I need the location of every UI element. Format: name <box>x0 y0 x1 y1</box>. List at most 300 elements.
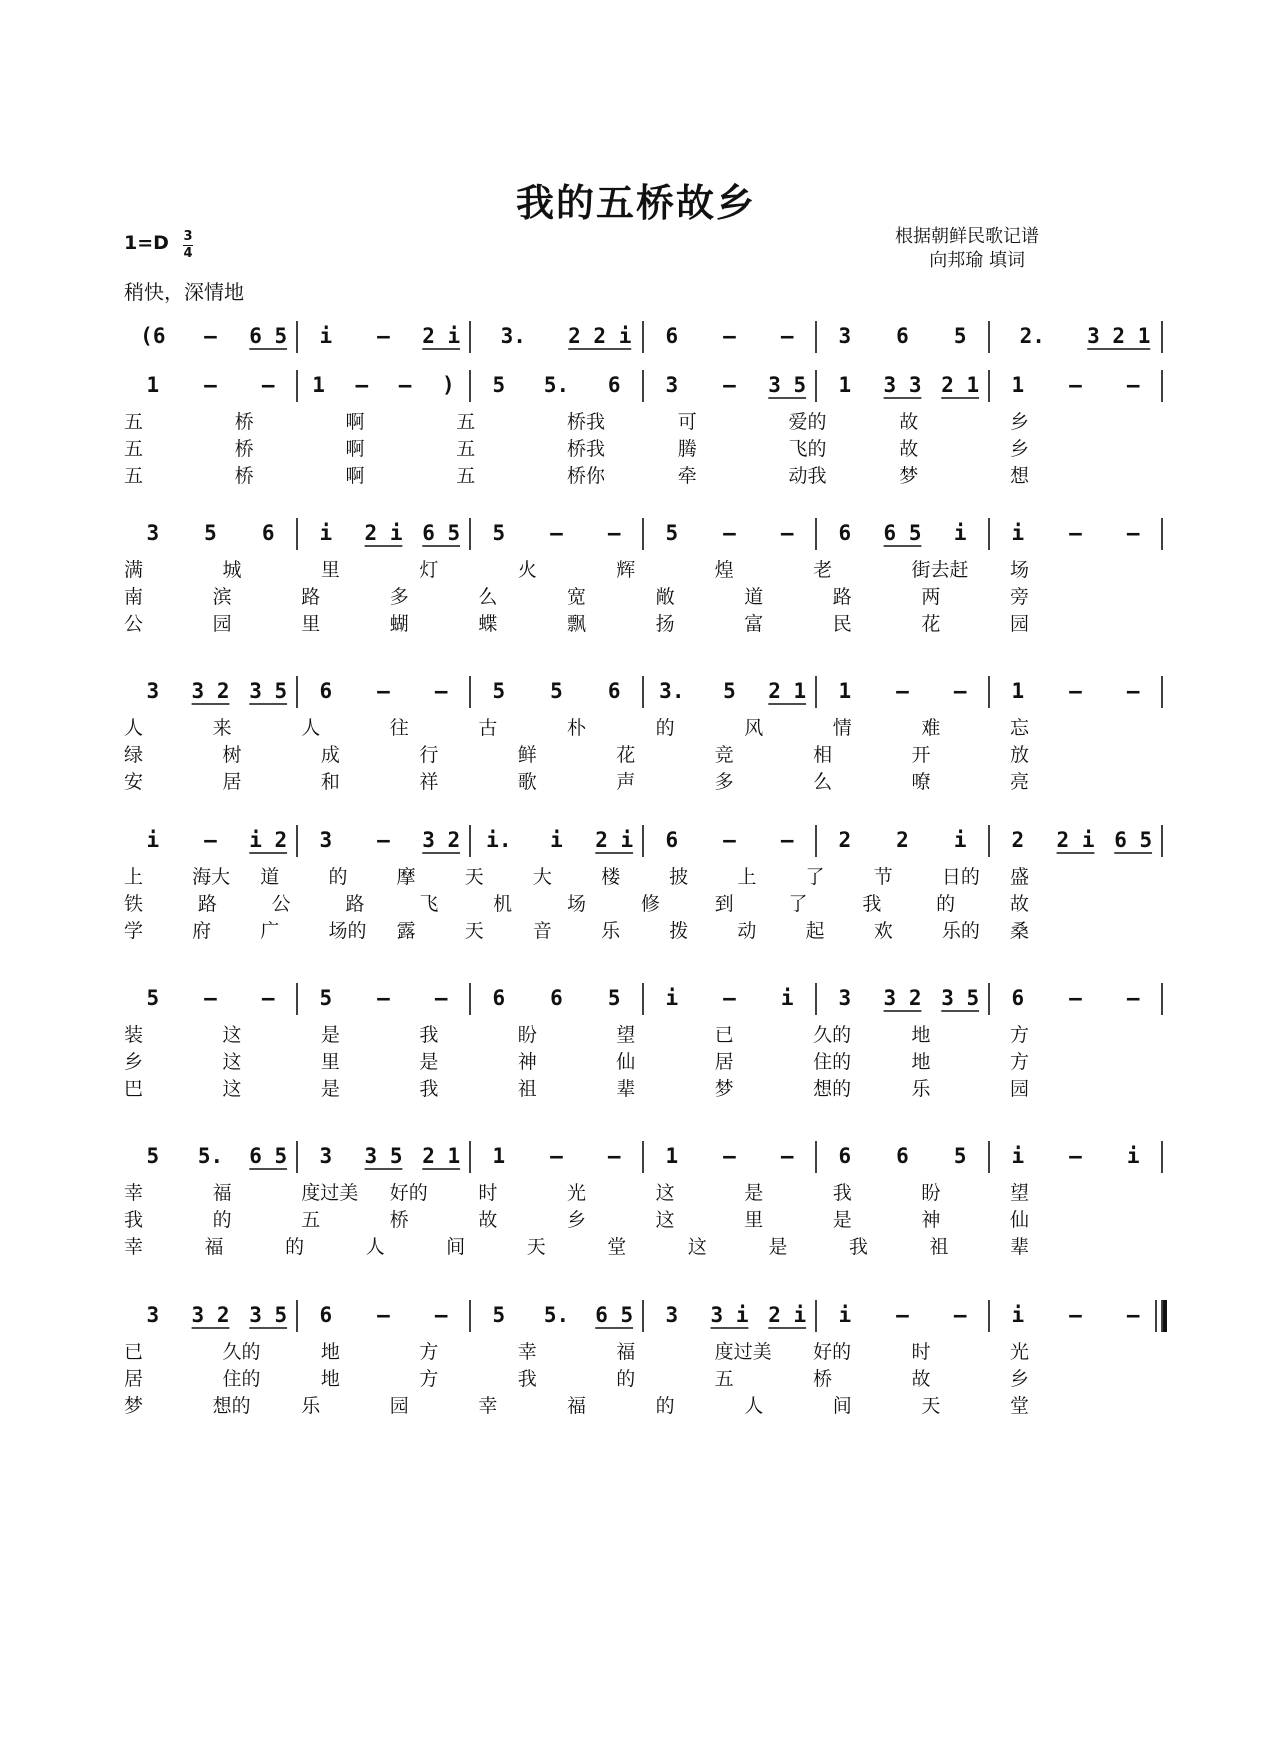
note: 3. <box>500 324 526 348</box>
lyric-syllable: 祥 <box>419 771 439 793</box>
note: 6 <box>838 521 852 545</box>
note: 6 5 <box>883 521 922 545</box>
lyric-syllable: 富 <box>744 613 764 635</box>
lyric-syllable: 蝶 <box>478 613 498 635</box>
lyric-syllable: 乐 <box>911 1078 931 1100</box>
lyric-syllable: 居 <box>222 771 242 793</box>
note: – <box>607 521 621 545</box>
note: 2 <box>838 828 852 852</box>
lyric-syllable: 五 <box>124 465 144 487</box>
lyric-syllable: 我 <box>848 1236 868 1258</box>
note: 6 5 <box>249 324 288 348</box>
note: 3 <box>146 521 160 545</box>
lyric-syllable: 祖 <box>929 1236 949 1258</box>
lyric-syllable: 满 <box>124 559 144 581</box>
note: 3 2 <box>422 828 461 852</box>
note: 3 5 <box>249 1303 288 1327</box>
note: i. <box>486 828 512 852</box>
lyric-syllable: 桑 <box>1010 920 1030 942</box>
lyric-syllable: 辈 <box>1010 1236 1030 1258</box>
lyric-syllable: 好的 <box>389 1182 428 1204</box>
note: – <box>434 679 448 703</box>
lyric-syllable: 来 <box>212 717 232 739</box>
note: – <box>434 1303 448 1327</box>
note: 5 <box>953 1144 967 1168</box>
note: 5. <box>543 1303 570 1327</box>
note: – <box>1069 986 1082 1010</box>
lyric-syllable: 的 <box>616 1368 636 1390</box>
lyric-syllable: 老 <box>813 559 833 581</box>
note: 3 <box>146 1303 160 1327</box>
lyric-syllable: 想的 <box>212 1395 251 1417</box>
lyric-syllable: 天 <box>464 866 484 888</box>
note: 5 <box>723 679 736 703</box>
lyric-syllable: 敞 <box>655 586 675 608</box>
lyric-syllable: 街去赶 <box>911 559 969 581</box>
note: i 2 <box>249 828 288 852</box>
lyric-syllable: 修 <box>640 893 660 915</box>
lyric-syllable: 盼 <box>517 1024 537 1046</box>
lyric-syllable: 道 <box>260 866 280 888</box>
lyric-syllable: 滨 <box>212 586 232 608</box>
note: – <box>1126 373 1140 397</box>
lyric-syllable: 居 <box>124 1368 144 1390</box>
lyric-syllable: 嘹 <box>911 771 931 793</box>
lyric-syllable: 了 <box>788 893 808 915</box>
note: – <box>377 828 390 852</box>
note: – <box>355 373 369 397</box>
note: 3 <box>146 679 160 703</box>
lyric-syllable: 这 <box>687 1236 707 1258</box>
lyric-syllable: 里 <box>320 1051 340 1073</box>
lyric-syllable: 这 <box>222 1051 242 1073</box>
lyric-syllable: 腾 <box>677 438 697 460</box>
lyric-syllable: 啊 <box>345 411 365 433</box>
score-title: 我的五桥故乡 <box>515 180 756 225</box>
lyric-syllable: 上 <box>737 866 757 888</box>
lyric-syllable: 地 <box>911 1024 931 1046</box>
note: 2 1 <box>768 679 807 703</box>
note: – <box>780 521 794 545</box>
note: – <box>434 986 448 1010</box>
lyric-syllable: 这 <box>655 1182 675 1204</box>
note: i <box>146 828 160 852</box>
time-signature-bottom: 4 <box>183 246 193 261</box>
note: 3 2 <box>191 679 230 703</box>
lyric-syllable: 五 <box>714 1368 734 1390</box>
lyric-syllable: 地 <box>320 1341 340 1363</box>
lyric-syllable: 多 <box>714 771 734 793</box>
lyric-syllable: 灯 <box>419 559 439 581</box>
lyric-syllable: 情 <box>832 717 852 739</box>
note: – <box>723 1144 736 1168</box>
lyric-syllable: 辈 <box>616 1078 636 1100</box>
lyric-syllable: 方 <box>419 1368 439 1390</box>
lyric-syllable: 了 <box>805 866 825 888</box>
lyric-syllable: 我 <box>419 1078 439 1100</box>
lyric-syllable: 人 <box>301 717 321 739</box>
lyric-syllable: 幸 <box>124 1182 144 1204</box>
lyric-syllable: 的 <box>655 717 675 739</box>
lyric-syllable: 路 <box>197 893 217 915</box>
note: i <box>1126 1144 1140 1168</box>
note: 3 5 <box>768 373 807 397</box>
note: – <box>1126 521 1140 545</box>
lyric-syllable: 么 <box>478 586 498 608</box>
lyric-syllable: 想的 <box>813 1078 852 1100</box>
lyric-syllable: 火 <box>517 559 537 581</box>
lyric-syllable: 乡 <box>1010 411 1030 433</box>
note: 6 <box>665 324 679 348</box>
lyric-syllable: 音 <box>532 920 552 942</box>
lyric-syllable: 时 <box>478 1182 498 1204</box>
note: 5 <box>492 679 506 703</box>
note: – <box>377 324 390 348</box>
lyric-syllable: 这 <box>222 1078 242 1100</box>
note: – <box>723 324 736 348</box>
lyric-syllable: 鲜 <box>517 744 537 766</box>
note: i <box>1011 1303 1025 1327</box>
note: 5 <box>550 679 563 703</box>
lyric-syllable: 路 <box>345 893 365 915</box>
lyric-syllable: 久的 <box>813 1024 852 1046</box>
lyricist-credit: 向邦瑜 填词 <box>929 250 1025 271</box>
note: 6 <box>896 1144 909 1168</box>
note: 1 <box>146 373 160 397</box>
lyric-syllable: 是 <box>320 1024 340 1046</box>
note: 2 2 i <box>568 324 632 348</box>
lyric-syllable: 行 <box>419 744 439 766</box>
note: 6 <box>896 324 909 348</box>
note: – <box>377 1303 390 1327</box>
lyric-syllable: 幸 <box>517 1341 537 1363</box>
note: 5 <box>492 1303 506 1327</box>
note: – <box>1126 1303 1140 1327</box>
lyric-syllable: 府 <box>192 920 212 942</box>
lyric-syllable: 声 <box>616 771 636 793</box>
lyric-syllable: 节 <box>873 866 893 888</box>
lyric-syllable: 亮 <box>1010 771 1030 793</box>
lyric-syllable: 拨 <box>669 920 689 942</box>
lyric-syllable: 梦 <box>124 1395 144 1417</box>
lyric-syllable: 幸 <box>478 1395 498 1417</box>
note: 5. <box>543 373 570 397</box>
note: i <box>550 828 563 852</box>
lyric-syllable: 这 <box>655 1209 675 1231</box>
note: 1 <box>312 373 325 397</box>
lyric-syllable: 飘 <box>567 613 587 635</box>
note: – <box>1069 1144 1082 1168</box>
lyric-syllable: 装 <box>124 1024 144 1046</box>
tempo-marking: 稍快，深情地 <box>124 280 244 304</box>
note: 2 1 <box>941 373 980 397</box>
lyric-syllable: 旁 <box>1010 586 1030 608</box>
lyric-syllable: 五 <box>124 438 144 460</box>
arrangement-credit: 根据朝鲜民歌记谱 <box>895 226 1039 247</box>
lyric-syllable: 里 <box>320 559 340 581</box>
lyric-syllable: 开 <box>911 744 931 766</box>
note: – <box>204 324 217 348</box>
lyric-syllable: 乡 <box>1010 438 1030 460</box>
lyric-syllable: 是 <box>744 1182 764 1204</box>
note: 6 5 <box>1114 828 1153 852</box>
lyric-syllable: 乡 <box>1010 1368 1030 1390</box>
lyric-syllable: 桥我 <box>567 438 606 460</box>
lyric-syllable: 和 <box>320 771 340 793</box>
lyric-syllable: 啊 <box>345 465 365 487</box>
note: 6 <box>665 828 679 852</box>
lyric-syllable: 学 <box>124 920 144 942</box>
lyric-syllable: 飞的 <box>788 438 827 460</box>
note: 6 <box>319 679 333 703</box>
lyric-syllable: 我 <box>419 1024 439 1046</box>
lyric-syllable: 桥 <box>234 438 254 460</box>
lyric-syllable: 忘 <box>1010 717 1030 739</box>
lyric-syllable: 的 <box>212 1209 232 1231</box>
note: – <box>780 1144 794 1168</box>
note: i <box>838 1303 852 1327</box>
note: 2 i <box>422 324 461 348</box>
note: 3 2 1 <box>1087 324 1151 348</box>
lyric-syllable: 朴 <box>567 717 587 739</box>
note: – <box>377 986 390 1010</box>
note: – <box>953 1303 967 1327</box>
lyric-syllable: 场 <box>567 893 587 915</box>
lyric-syllable: 辉 <box>616 559 636 581</box>
note: 2 i <box>595 828 634 852</box>
lyric-syllable: 露 <box>396 920 416 942</box>
lyric-syllable: 啊 <box>345 438 365 460</box>
lyric-syllable: 两 <box>921 586 941 608</box>
note: i <box>780 986 794 1010</box>
note: – <box>1069 373 1082 397</box>
note: 1 <box>665 1144 679 1168</box>
note: 1 <box>838 373 852 397</box>
note: – <box>723 986 736 1010</box>
note: 6 <box>607 679 621 703</box>
lyric-syllable: 天 <box>921 1395 941 1417</box>
note: 2. <box>1019 324 1045 348</box>
lyric-syllable: 五 <box>456 438 476 460</box>
note: 3 <box>838 324 852 348</box>
time-signature-top: 3 <box>183 229 193 244</box>
note: 6 5 <box>422 521 461 545</box>
lyric-syllable: 故 <box>899 411 919 433</box>
lyric-syllable: 乐的 <box>941 920 980 942</box>
lyric-syllable: 地 <box>320 1368 340 1390</box>
lyric-syllable: 起 <box>805 920 825 942</box>
lyric-syllable: 乐 <box>301 1395 321 1417</box>
lyric-syllable: 公 <box>271 893 291 915</box>
note: 3 <box>838 986 852 1010</box>
lyric-syllable: 路 <box>301 586 321 608</box>
note: i <box>1011 521 1025 545</box>
lyric-syllable: 乡 <box>124 1051 144 1073</box>
lyric-syllable: 住的 <box>813 1051 852 1073</box>
lyric-syllable: 场的 <box>328 920 367 942</box>
lyric-syllable: 桥 <box>234 465 254 487</box>
note: 6 <box>607 373 621 397</box>
note: i <box>319 521 333 545</box>
lyric-syllable: 安 <box>124 771 144 793</box>
note: 2 i <box>768 1303 807 1327</box>
note: 2 <box>1011 828 1025 852</box>
lyric-syllable: 天 <box>526 1236 546 1258</box>
note: i <box>665 986 679 1010</box>
lyric-syllable: 时 <box>911 1341 931 1363</box>
lyric-syllable: 歌 <box>517 771 537 793</box>
lyric-syllable: 间 <box>832 1395 852 1417</box>
lyric-syllable: 花 <box>921 613 941 635</box>
lyric-syllable: 古 <box>478 717 498 739</box>
lyric-syllable: 堂 <box>1010 1395 1030 1417</box>
lyric-syllable: 南 <box>124 586 144 608</box>
lyric-syllable: 里 <box>744 1209 764 1231</box>
note: – <box>723 828 736 852</box>
note: 2 i <box>1056 828 1095 852</box>
note: i <box>953 828 967 852</box>
lyric-syllable: 间 <box>446 1236 466 1258</box>
lyric-syllable: 望 <box>616 1024 636 1046</box>
note: 3 5 <box>364 1144 403 1168</box>
lyric-syllable: 蝴 <box>389 613 409 635</box>
lyric-syllable: 这 <box>222 1024 242 1046</box>
lyric-syllable: 机 <box>493 893 513 915</box>
note: – <box>550 521 563 545</box>
lyric-syllable: 楼 <box>601 866 621 888</box>
note: – <box>398 373 412 397</box>
note: 5 <box>319 986 333 1010</box>
lyric-syllable: 故 <box>899 438 919 460</box>
note: 1 <box>1011 373 1025 397</box>
note: 6 <box>261 521 275 545</box>
lyric-syllable: 风 <box>744 717 764 739</box>
note: – <box>1126 986 1140 1010</box>
lyric-syllable: 动 <box>737 920 757 942</box>
lyric-syllable: 已 <box>714 1024 734 1046</box>
lyric-syllable: 民 <box>832 613 852 635</box>
lyric-syllable: 是 <box>419 1051 439 1073</box>
lyric-syllable: 牵 <box>677 465 697 487</box>
lyric-syllable: 飞 <box>419 893 439 915</box>
lyric-syllable: 天 <box>464 920 484 942</box>
note: – <box>1069 679 1082 703</box>
lyric-syllable: 的 <box>936 893 956 915</box>
lyric-syllable: 往 <box>389 717 409 739</box>
lyric-syllable: 幸 <box>124 1236 144 1258</box>
lyric-syllable: 里 <box>301 613 321 635</box>
lyric-syllable: 摩 <box>396 866 416 888</box>
note: ) <box>442 373 455 397</box>
lyric-syllable: 道 <box>744 586 764 608</box>
lyric-syllable: 福 <box>204 1236 224 1258</box>
key-signature: 1=D <box>124 232 169 254</box>
lyric-syllable: 方 <box>419 1341 439 1363</box>
lyric-syllable: 五 <box>456 411 476 433</box>
lyric-syllable: 放 <box>1010 744 1030 766</box>
lyric-syllable: 是 <box>832 1209 852 1231</box>
lyric-syllable: 望 <box>1010 1182 1030 1204</box>
note: i <box>953 521 967 545</box>
lyric-syllable: 铁 <box>124 893 144 915</box>
note: – <box>204 986 217 1010</box>
note: – <box>896 679 909 703</box>
lyric-syllable: 福 <box>212 1182 232 1204</box>
lyric-syllable: 欢 <box>873 920 893 942</box>
lyric-syllable: 园 <box>1010 613 1030 635</box>
lyric-syllable: 祖 <box>517 1078 537 1100</box>
lyric-syllable: 场 <box>1010 559 1030 581</box>
lyric-syllable: 是 <box>320 1078 340 1100</box>
note: 2 i <box>364 521 403 545</box>
lyric-syllable: 成 <box>320 744 340 766</box>
lyric-syllable: 路 <box>832 586 852 608</box>
lyric-syllable: 可 <box>677 411 697 433</box>
note: 3 3 <box>883 373 922 397</box>
lyric-syllable: 到 <box>714 893 734 915</box>
lyric-syllable: 竞 <box>714 744 734 766</box>
lyric-syllable: 桥我 <box>567 411 606 433</box>
lyric-syllable: 爱的 <box>788 411 827 433</box>
lyric-syllable: 的 <box>655 1395 675 1417</box>
lyric-syllable: 难 <box>921 717 941 739</box>
note: 6 <box>550 986 563 1010</box>
lyric-syllable: 披 <box>669 866 689 888</box>
note: 3 i <box>710 1303 749 1327</box>
lyric-syllable: 的 <box>285 1236 305 1258</box>
note: 3 <box>319 1144 333 1168</box>
lyric-syllable: 巴 <box>124 1078 144 1100</box>
lyric-syllable: 树 <box>222 744 242 766</box>
note: 3 <box>319 828 333 852</box>
note: – <box>953 679 967 703</box>
lyric-syllable: 乡 <box>567 1209 587 1231</box>
note: 6 <box>319 1303 333 1327</box>
lyric-syllable: 我 <box>862 893 882 915</box>
note: – <box>780 324 794 348</box>
note: – <box>261 986 275 1010</box>
note: – <box>1069 1303 1082 1327</box>
lyric-syllable: 上 <box>124 866 144 888</box>
lyric-syllable: 神 <box>921 1209 941 1231</box>
lyric-syllable: 度过美 <box>301 1182 359 1204</box>
lyric-syllable: 广 <box>260 920 280 942</box>
note: – <box>723 373 736 397</box>
note: – <box>204 373 217 397</box>
note: 3 5 <box>941 986 980 1010</box>
lyric-syllable: 堂 <box>607 1236 627 1258</box>
lyric-syllable: 故 <box>911 1368 931 1390</box>
lyric-syllable: 桥 <box>234 411 254 433</box>
note: i <box>319 324 333 348</box>
note: 5 <box>607 986 621 1010</box>
lyric-syllable: 方 <box>1010 1024 1030 1046</box>
lyric-syllable: 梦 <box>899 465 919 487</box>
lyric-syllable: 福 <box>567 1395 587 1417</box>
note: (6 <box>140 324 166 348</box>
lyric-syllable: 园 <box>212 613 232 635</box>
lyric-syllable: 久的 <box>222 1341 261 1363</box>
lyric-syllable: 福 <box>616 1341 636 1363</box>
lyric-syllable: 日的 <box>941 866 980 888</box>
lyric-syllable: 想 <box>1010 465 1030 487</box>
note: 2 1 <box>422 1144 461 1168</box>
note: 3 <box>665 373 679 397</box>
note: 6 <box>492 986 506 1010</box>
note: – <box>261 373 275 397</box>
lyric-syllable: 海大 <box>192 866 231 888</box>
note: – <box>780 828 794 852</box>
